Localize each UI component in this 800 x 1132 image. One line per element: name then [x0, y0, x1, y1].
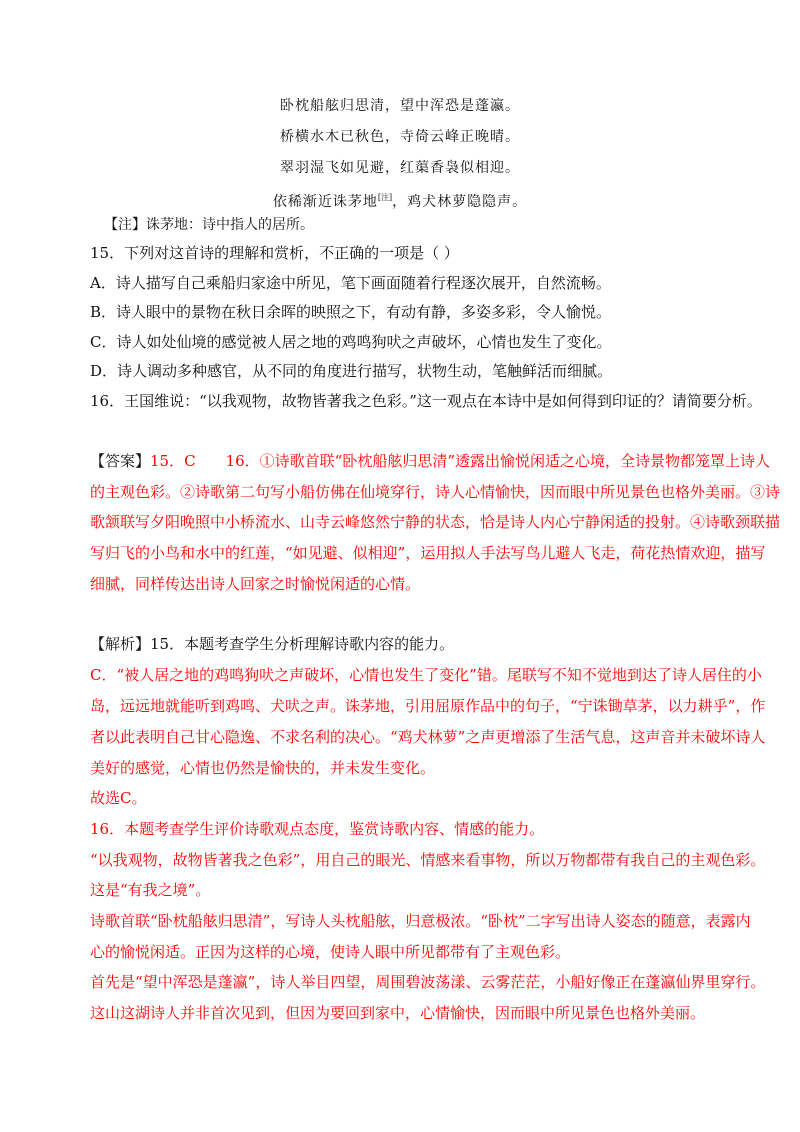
answer-q16-line-4: 写归飞的小鸟和水中的红莲，“如见避、似相迎”，运用拟人手法写鸟儿避人飞走，荷花热情欢迎，描写 — [90, 544, 766, 562]
poem-line-4-text-b: ，鸡犬林萝隐隐声。 — [392, 194, 528, 210]
analysis-first-line — [90, 633, 454, 655]
answer-q16-line-1: 16．①诗歌首联“卧枕船舷归思清”透露出愉悦闲适之心境，全诗景物都笼罩上诗人 — [225, 452, 771, 470]
analysis-q16-line-1: “以我观物，故物皆著我之色彩”，用自己的眼光、情感来看事物，所以万物都带有我自己的主观色彩。 — [90, 851, 766, 869]
analysis-q16-line-2: 这是“有我之境”。 — [90, 881, 211, 899]
analysis-q15-intro: 15．本题考查学生分析理解诗歌内容的能力。 — [150, 635, 455, 653]
poem-line-4-text-a: 依稀渐近诛茅地 — [272, 194, 378, 210]
poem-line-2: 桥横水木已秋色，寺倚云峰正晚晴。 — [280, 129, 520, 145]
question-15-option-d: D．诗人调动多种感官，从不同的角度进行描写，状物生动，笔触鲜活而细腻。 — [90, 362, 613, 380]
analysis-q16-line-5: 首先是“望中浑恐是蓬瀛”，诗人举目四望，周围碧波荡漾、云雾茫茫，小船好像正在蓬瀛仙界里穿行。 — [90, 973, 766, 991]
question-15-option-c: C．诗人如处仙境的感觉被人居之地的鸡鸣狗吠之声破坏，心情也发生了变化。 — [90, 333, 612, 351]
answer-q16-line-5: 细腻，同样传达出诗人回家之时愉悦闲适的心情。 — [90, 575, 421, 593]
poem-footnote-marker: [注] — [377, 193, 393, 202]
question-15-stem: 15．下列对这首诗的理解和赏析，不正确的一项是（ ） — [90, 244, 459, 262]
analysis-q16-line-4: 心的愉悦闲适。正因为这样的心境，使诗人眼中所见都带有了主观色彩。 — [90, 943, 571, 961]
answer-label: 【答案】 — [90, 452, 151, 470]
question-15-option-b: B．诗人眼中的景物在秋日余晖的映照之下，有动有静，多姿多彩，令人愉悦。 — [90, 303, 612, 321]
answer-q15: 15．C — [150, 452, 196, 470]
analysis-label: 【解析】 — [90, 635, 151, 653]
analysis-q15-line-4: 美好的感觉，心情也仍然是愉快的，并未发生变化。 — [90, 759, 436, 777]
analysis-q16-line-6: 这山这湖诗人并非首次见到，但因为要回到家中，心情愉快，因而眼中所见景色也格外美丽。 — [90, 1004, 706, 1022]
analysis-q16-line-3: 诗歌首联“卧枕船舷归思清”，写诗人头枕船舷，归意极浓。“卧枕”二字写出诗人姿态的随意，表露内 — [90, 912, 751, 930]
analysis-q15-conclusion: 故选C。 — [90, 789, 147, 807]
poem-line-1: 卧枕船舷归思清，望中浑恐是蓬瀛。 — [280, 98, 520, 114]
analysis-q16-intro: 16．本题考查学生评价诗歌观点态度，鉴赏诗歌内容、情感的能力。 — [90, 820, 545, 838]
question-15-option-a: A．诗人描写自己乘船归家途中所见，笔下画面随着行程逐次展开，自然流畅。 — [90, 274, 611, 292]
poem-note: 【注】诛茅地：诗中指人的居所。 — [104, 217, 314, 233]
poem-line-4 — [0, 188, 800, 212]
analysis-q15-line-1: C．“被人居之地的鸡鸣狗吠之声破坏，心情也发生了变化”错。尾联写不知不觉地到达了诗人居住的小 — [90, 666, 762, 684]
poem-line-3: 翠羽湿飞如见避，红蕖香袅似相迎。 — [280, 160, 520, 176]
answer-first-line — [90, 450, 770, 472]
answer-q16-line-2: 的主观色彩。②诗歌第二句写小船仿佛在仙境穿行，诗人心情愉快，因而眼中所见景色也格外美丽。③诗 — [90, 483, 781, 501]
analysis-q15-line-3: 者以此表明自己甘心隐逸、不求名利的决心。“鸡犬林萝”之声更增添了生活气息，这声音并未破坏诗人 — [90, 728, 766, 746]
answer-q16-line-3: 歌颔联写夕阳晚照中小桥流水、山寺云峰悠然宁静的状态，恰是诗人内心宁静闲适的投射。④诗歌颈联描 — [90, 513, 781, 531]
question-16-stem: 16．王国维说：“以我观物，故物皆著我之色彩。”这一观点在本诗中是如何得到印证的？请简要分析。 — [90, 392, 762, 410]
analysis-q15-line-2: 岛，远远地就能听到鸡鸣、犬吠之声。诛茅地，引用屈原作品中的句子，“宁诛锄草茅，以力耕乎”，作 — [90, 697, 766, 715]
